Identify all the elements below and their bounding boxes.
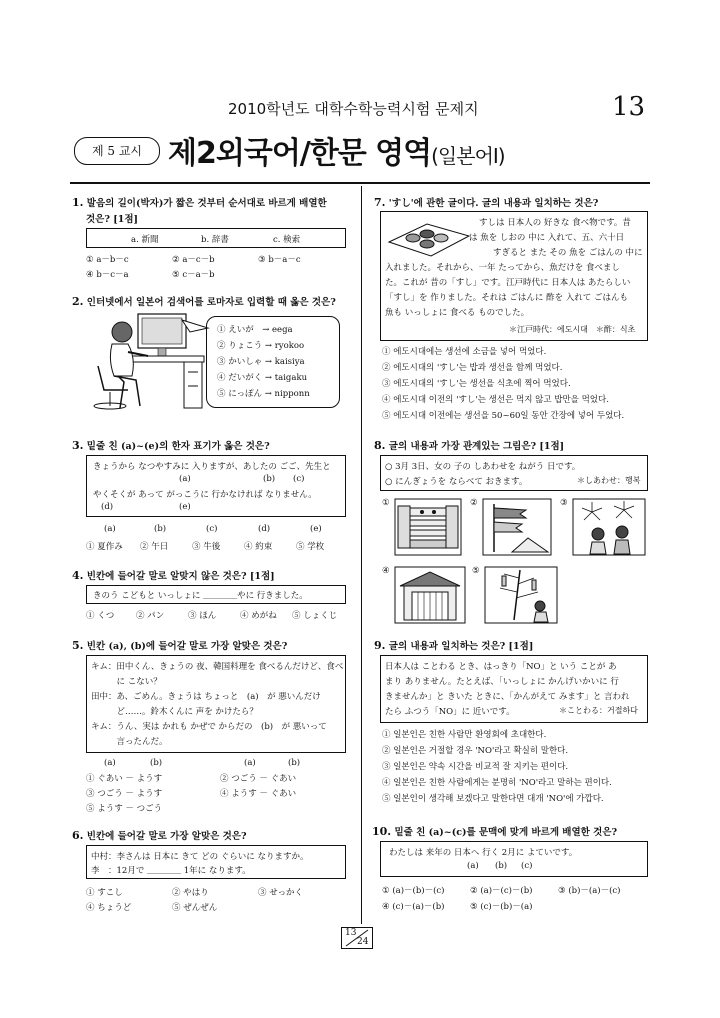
q7-option-5[interactable]: ⑤ 에도시대 이전에는 생선을 50~60일 동안 간장에 넣어 두었다. [382, 411, 625, 421]
q4-option-3[interactable]: ③ ほん [188, 611, 217, 621]
q5-stem [72, 638, 287, 652]
q1-stem [72, 195, 327, 209]
q2-option-5[interactable]: ⑤ にっぽん → nipponn [217, 389, 310, 399]
q10-option-5[interactable]: ⑤ (c)－(b)－(a) [470, 902, 533, 912]
q9-stem [374, 638, 533, 652]
q10-option-3[interactable]: ③ (b)－(a)－(c) [558, 886, 621, 896]
q3-line2: やくそくが あって がっこうに 行かなければ なりません。 [93, 490, 317, 500]
q6-dialog-line2: 李 ：12月で ＿＿＿＿ 1年に なります。 [91, 866, 251, 876]
q5-option-3[interactable]: ③ つごう － ようす [86, 789, 163, 799]
q6-option-2[interactable]: ② やはり [172, 888, 209, 898]
q4-stem [72, 568, 275, 582]
q8-box-line2: ○ にんぎょうを ならべて おきます。 [385, 477, 528, 487]
q3-label-b: (b) [263, 474, 276, 484]
q5-option-2[interactable]: ② つごう － ぐあい [220, 774, 297, 784]
q1-stem-line1: 발음의 길이(박자)가 짧은 것부터 순서대로 바르게 배열한 [86, 198, 327, 209]
q5-dialog-line2: に こない？ [91, 677, 162, 687]
q3-number: 3. [72, 439, 84, 452]
q5-label-b2: (b) [288, 758, 301, 768]
q8-option-4-mark[interactable]: ④ [382, 566, 390, 576]
q1-box-a: a. 新聞 [131, 235, 159, 245]
q7-option-1[interactable]: ① 에도시대에는 생선에 소금을 넣어 먹었다. [382, 347, 547, 357]
q2-option-2[interactable]: ② りょこう → ryokoo [217, 341, 305, 351]
q10-option-1[interactable]: ① (a)－(b)－(c) [382, 886, 445, 896]
q1-number: 1. [72, 196, 84, 209]
q9-footnote: ＊ことわる：거절하다 [559, 706, 638, 715]
q1-option-4[interactable]: ④ b－c－a [86, 270, 129, 280]
q3-label-c: (c) [293, 474, 305, 484]
q7-passage-box [380, 211, 648, 341]
q9-option-3[interactable]: ③ 일본인은 약속 시간을 비교적 잘 지키는 편이다. [382, 762, 569, 772]
q10-label-b: (b) [495, 861, 508, 871]
section-title-main: 제2외국어/한문 영역 [168, 136, 432, 171]
q6-option-1[interactable]: ① すこし [86, 888, 123, 898]
q5-dialog-line4: ど……。鈴木くんに 声を かけたら？ [91, 707, 258, 717]
q6-stem [72, 828, 247, 842]
q8-box [380, 455, 648, 491]
q10-sentence: わたしは 来年の 日本へ 行く 2月に よていです。 [389, 848, 578, 858]
q9-number: 9. [374, 639, 386, 652]
q4-sentence: きのう こどもと いっしょに ＿＿＿＿やに 行きました。 [93, 591, 308, 601]
q2-option-4[interactable]: ④ だいがく → taigaku [217, 373, 308, 383]
q5-dialog-box [86, 655, 346, 753]
q4-box [86, 585, 346, 604]
q7-option-4[interactable]: ④ 에도시대 이전의 'すし'는 생선은 먹지 않고 밥만을 먹었다. [382, 395, 609, 405]
q10-stem [372, 824, 617, 838]
sushi-plate-illustration [387, 218, 471, 260]
q1-option-1[interactable]: ① a－b－c [86, 255, 129, 265]
q9-option-1[interactable]: ① 일본인은 친한 사람만 환영회에 초대한다. [382, 730, 547, 740]
q3-option-3[interactable]: ③ 牛後 [192, 542, 221, 552]
q5-option-4[interactable]: ④ ようす － ぐあい [220, 789, 297, 799]
q5-option-1[interactable]: ① ぐあい － ようす [86, 774, 163, 784]
q7-option-2[interactable]: ② 에도시대의 'すし'는 밥과 생선을 함께 먹었다. [382, 363, 563, 373]
q2-option-3[interactable]: ③ かいしゃ → kaisiya [217, 357, 305, 367]
q5-label-a1: (a) [104, 758, 116, 768]
q4-number: 4. [72, 569, 84, 582]
q3-label-d: (d) [101, 502, 114, 512]
q7-number: 7. [374, 196, 386, 209]
q8-stem-text: 글의 내용과 가장 관계있는 그림은? [1점] [388, 441, 565, 452]
q7-stem-text: 'すし'에 관한 글이다. 글의 내용과 일치하는 것은? [388, 198, 599, 209]
section-title [168, 128, 505, 172]
q7-passage-line5: た。これが 昔の「すし」です。江戸時代に 日本人は あたらしい [385, 278, 631, 288]
q5-dialog-line3: 田中：あ、ごめん。きょうは ちょっと (a) が 悪いんだけ [91, 692, 321, 702]
q3-label-a: (a) [179, 474, 191, 484]
page-counter [341, 927, 373, 949]
q5-dialog-line1: キム：田中くん、きょうの 夜、韓国料理を 食べるんだけど、食べ [91, 662, 344, 672]
q9-passage-line1: 日本人は ことわる とき、はっきり「NO」と いう ことが あ [385, 662, 617, 672]
q9-option-2[interactable]: ② 일본인은 거절할 경우 'NO'라고 확실히 말한다. [382, 746, 569, 756]
q1-option-2[interactable]: ② a－c－b [172, 255, 215, 265]
q7-stem [374, 195, 598, 209]
q8-box-note: ＊しあわせ：행복 [577, 476, 641, 485]
q5-label-a2: (a) [244, 758, 256, 768]
q6-option-3[interactable]: ③ せっかく [258, 888, 304, 898]
q1-box-c: c. 検索 [273, 235, 301, 245]
q4-option-5[interactable]: ⑤ しょくじ [292, 611, 338, 621]
q7-passage-line6: 「すし」を 作りました。それは ごはんに 酢を 入れて ごはんも [385, 293, 629, 303]
q5-dialog-line6: 言ったんだ。 [91, 737, 168, 747]
q2-option-1[interactable]: ① えいが → eega [217, 325, 293, 335]
q3-line1: きょうから なつやすみに 入りますが、あしたの ごご、先生と [93, 462, 331, 472]
q8-option-5-tanabata-picture[interactable] [484, 566, 558, 624]
q9-passage-line3: きませんか」と きいた ときに、「かんがえて みます」と 言われ [385, 692, 630, 702]
exam-title: 2010학년도 대학수학능력시험 문제지 [228, 100, 479, 118]
q3-opt-label-e: (e) [310, 524, 322, 534]
q8-option-1-mark[interactable]: ① [382, 498, 390, 508]
q3-stem-text: 밑줄 친 (a)~(e)의 한자 표기가 옳은 것은? [86, 441, 270, 452]
q3-stem [72, 438, 270, 452]
q10-option-4[interactable]: ④ (c)－(a)－(b) [382, 902, 445, 912]
q1-option-3[interactable]: ③ b－a－c [258, 255, 301, 265]
q8-option-3-mark[interactable]: ③ [560, 498, 568, 508]
q5-label-b1: (b) [150, 758, 163, 768]
q1-option-5[interactable]: ⑤ c－a－b [172, 270, 215, 280]
q8-option-1-dolls-picture[interactable] [394, 498, 462, 556]
q5-dialog-line5: キム：うん、実は かれも かぜで からだの (b) が 悪いって [91, 722, 327, 732]
q1-box-b: b. 辞書 [201, 235, 229, 245]
q2-options-bubble [206, 316, 340, 408]
q4-stem-text: 빈칸에 들어갈 말로 알맞지 않은 것은? [1점] [86, 571, 275, 582]
q6-dialog-line1: 中村：李さんは 日本に きて どの ぐらいに なりますか。 [91, 852, 309, 862]
q3-option-2[interactable]: ② 午日 [140, 542, 169, 552]
q10-option-2[interactable]: ② (a)－(c)－(b) [470, 886, 533, 896]
q10-number: 10. [372, 825, 392, 838]
q7-passage-line2: は 魚を しおの 中に 入れて、五、六十日 [469, 233, 625, 243]
page-number: 13 [612, 92, 646, 122]
q3-opt-label-b: (b) [154, 524, 167, 534]
q9-passage-line2: まり ありません。たとえば、「いっしょに かんげいかいに 行 [385, 677, 619, 687]
q3-box [86, 455, 346, 517]
q5-option-5[interactable]: ⑤ ようす － つごう [86, 804, 163, 814]
q8-stem [374, 438, 564, 452]
q8-option-2-carp-streamer-picture[interactable] [482, 498, 552, 556]
q3-opt-label-d: (d) [258, 524, 271, 534]
q7-footnote: ＊江戸時代：에도시대 ＊酢：식초 [509, 325, 636, 334]
q7-passage-line1: すしは 日本人の 好きな 食べ物です。昔 [479, 218, 631, 228]
page-counter-current: 13 [345, 928, 357, 938]
q4-option-4[interactable]: ④ めがね [240, 611, 277, 621]
q7-option-3[interactable]: ③ 에도시대의 'すし'는 생선을 식초에 찍어 먹었다. [382, 379, 571, 389]
q10-label-c: (c) [521, 861, 533, 871]
q9-option-5[interactable]: ⑤ 일본인이 생각해 보겠다고 말한다면 대개 'NO'에 가깝다. [382, 794, 604, 804]
q3-opt-label-a: (a) [104, 524, 116, 534]
q5-stem-text: 빈칸 (a), (b)에 들어갈 말로 가장 알맞은 것은? [86, 641, 288, 652]
q4-option-1[interactable]: ① くつ [86, 611, 115, 621]
exam-period-badge: 제 5 교시 [74, 137, 160, 165]
column-divider [361, 186, 362, 924]
q3-label-e: (e) [179, 502, 191, 512]
q10-label-a: (a) [467, 861, 479, 871]
q9-option-4[interactable]: ④ 일본인은 친한 사람에게는 분명히 'NO'라고 말하는 편이다. [382, 778, 612, 788]
q9-passage-line4: たら ふつう「NO」に 近いです。 [385, 707, 515, 717]
q5-number: 5. [72, 639, 84, 652]
q4-option-2[interactable]: ② パン [136, 611, 165, 621]
q3-option-4[interactable]: ④ 約束 [244, 542, 273, 552]
q1-box [86, 228, 346, 248]
q8-option-2-mark[interactable]: ② [470, 498, 478, 508]
q8-number: 8. [374, 439, 386, 452]
q2-stem-text: 인터넷에서 일본어 검색어를 로마자로 입력할 때 옳은 것은? [86, 297, 336, 308]
q10-stem-text: 밑줄 친 (a)~(c)를 문맥에 맞게 바르게 배열한 것은? [394, 827, 618, 838]
q8-option-5-mark[interactable]: ⑤ [472, 566, 480, 576]
q9-passage-box [380, 655, 648, 723]
q2-stem [72, 294, 336, 308]
header-rule [70, 182, 650, 184]
q2-number: 2. [72, 295, 84, 308]
q6-option-4[interactable]: ④ ちょうど [86, 903, 132, 913]
q6-dialog-box [86, 845, 346, 879]
page-counter-total: 24 [357, 937, 369, 947]
q3-option-1[interactable]: ① 夏作み [86, 542, 123, 552]
q6-stem-text: 빈칸에 들어갈 말로 가장 알맞은 것은? [86, 831, 247, 842]
q8-box-line1: ○ 3月 3日、女の 子の しあわせを ねがう 日です。 [385, 462, 581, 472]
q6-number: 6. [72, 829, 84, 842]
q7-passage-line3: すぎると また その 魚を ごはんの 中に [493, 248, 643, 258]
section-subtitle: (일본어Ⅰ) [431, 144, 505, 168]
q6-option-5[interactable]: ⑤ ぜんぜん [172, 903, 218, 913]
q10-box [380, 841, 648, 877]
q7-passage-line4: 入れました。それから、一年 たってから、魚だけを 食べまし [385, 263, 620, 273]
q3-opt-label-c: (c) [206, 524, 218, 534]
q8-option-3-fireworks-picture[interactable] [572, 498, 646, 556]
q7-passage-line7: 魚も いっしょに 食べる ものでした。 [385, 308, 530, 318]
q1-stem-line2: 것은? [1점] [86, 214, 139, 225]
q8-option-4-house-gate-picture[interactable] [394, 566, 466, 624]
q9-stem-text: 글의 내용과 일치하는 것은? [1점] [388, 641, 534, 652]
q3-option-5[interactable]: ⑤ 学枚 [296, 542, 325, 552]
